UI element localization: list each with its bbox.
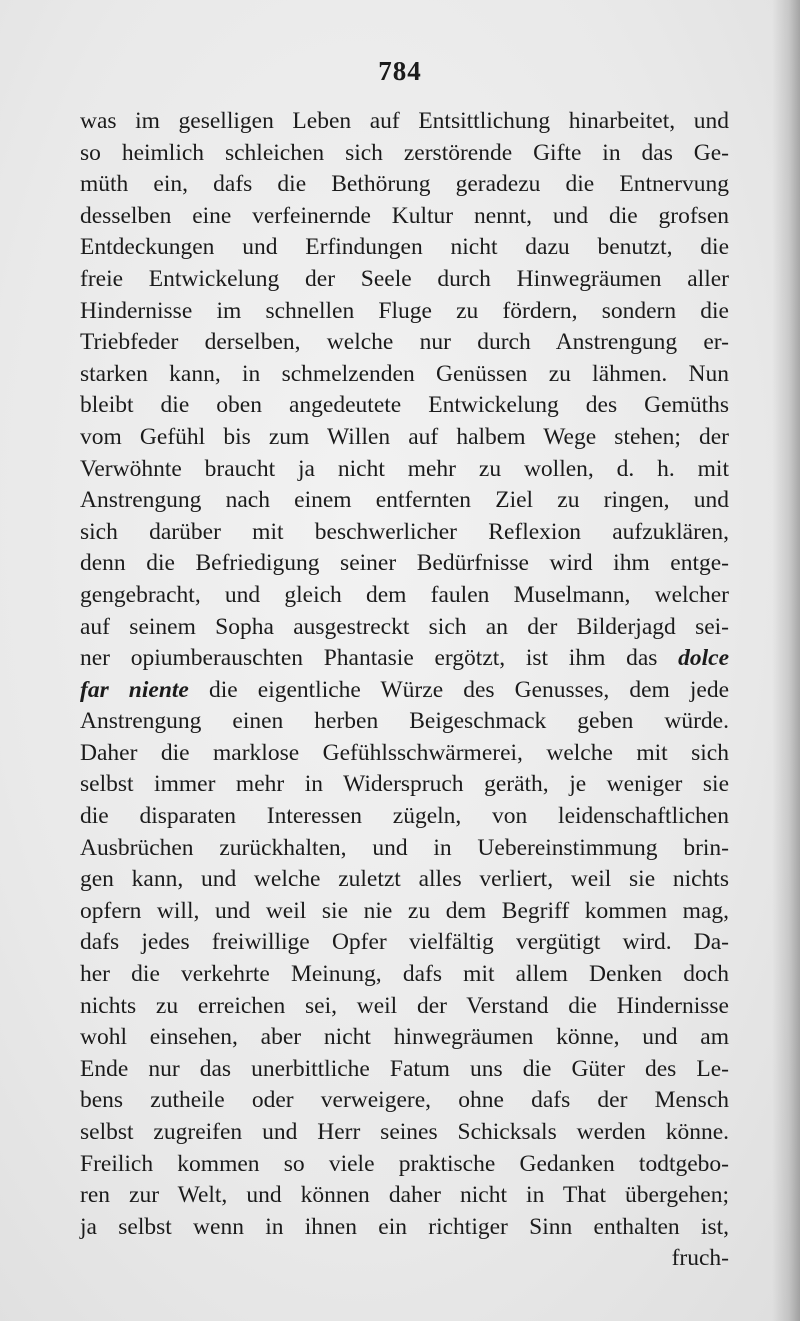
text-line: Ende nur das unerbittliche Fatum uns die Güter des Le- [80, 1055, 729, 1082]
text-line [80, 675, 729, 707]
italic-phrase: far niente [80, 676, 189, 703]
text-line-body: die eigentliche Würze des Genusses, dem jede [208, 676, 730, 703]
text-line: ren zur Welt, und können daher nicht in That übergehen; [80, 1182, 729, 1209]
page-number: 784 [378, 56, 422, 86]
text-line: Hindernisse im schnellen Fluge zu fördern, sondern die [80, 297, 729, 324]
text-line: bleibt die oben angedeutete Entwickelung des Gemüths [80, 392, 729, 419]
text-line: bens zutheile oder verweigere, ohne dafs der Mensch [80, 1087, 729, 1114]
text-line: so heimlich schleichen sich zerstörende Gifte in das Ge- [80, 139, 729, 166]
text-line: Anstrengung nach einem entfernten Ziel zu ringen, und [80, 487, 729, 514]
text-line: opfern will, und weil sie nie zu dem Begriff kommen mag, [80, 897, 729, 924]
text-line: ja selbst wenn in ihnen ein richtiger Sinn enthalten ist, [80, 1213, 729, 1240]
text-line: gengebracht, und gleich dem faulen Muselmann, welcher [80, 581, 729, 608]
text-line: denn die Befriedigung seiner Bedürfnisse wird ihm entge- [80, 550, 729, 577]
text-line: her die verkehrte Meinung, dafs mit allem Denken doch [80, 961, 729, 988]
text-line: freie Entwickelung der Seele durch Hinwegräumen aller [80, 265, 729, 292]
text-line: was im geselligen Leben auf Entsittlichung hinarbeitet, und [80, 108, 729, 134]
text-line: nichts zu erreichen sei, weil der Verstand die Hindernisse [80, 992, 729, 1019]
text-line: Anstrengung einen herben Beigeschmack geben würde. [80, 708, 729, 735]
text-line: gen kann, und welche zuletzt alles verliert, weil sie nichts [80, 866, 729, 893]
catchword: fruch- [671, 1245, 729, 1272]
text-line: Triebfeder derselben, welche nur durch Anstrengung er- [80, 329, 729, 356]
text-line: Freilich kommen so viele praktische Gedanken todtgebo- [80, 1150, 729, 1177]
text-line [80, 643, 729, 675]
binding-shadow [772, 0, 800, 1321]
body-text [80, 106, 729, 1275]
text-line: selbst zugreifen und Herr seines Schicksals werden könne. [80, 1119, 729, 1145]
text-line: selbst immer mehr in Widerspruch geräth, je weniger sie [80, 771, 729, 798]
text-line: auf seinem Sopha ausgestreckt sich an der Bilderjagd sei- [80, 613, 729, 640]
italic-phrase: dolce [678, 645, 730, 672]
text-line: vom Gefühl bis zum Willen auf halbem Wege stehen; der [80, 423, 729, 450]
text-line: Ausbrüchen zurückhalten, und in Uebereinstimmung brin- [80, 834, 729, 861]
text-line: sich darüber mit beschwerlicher Reflexion aufzuklären, [80, 518, 729, 545]
text-line: Daher die marklose Gefühlsschwärmerei, welche mit sich [80, 739, 729, 766]
text-line: müth ein, dafs die Bethörung geradezu die Entnervung [80, 171, 729, 198]
text-line-body: ner opiumberauschten Phantasie ergötzt, ist ihm das [80, 645, 658, 672]
text-line: Verwöhnte braucht ja nicht mehr zu wollen, d. h. mit [80, 455, 729, 482]
text-line: dafs jedes freiwillige Opfer vielfältig vergütigt wird. Da- [80, 929, 729, 956]
text-line: desselben eine verfeinernde Kultur nennt, und die grofsen [80, 202, 729, 229]
text-line: Entdeckungen und Erfindungen nicht dazu benutzt, die [80, 234, 729, 261]
text-line: die disparaten Interessen zügeln, von leidenschaftlichen [80, 803, 729, 830]
text-line: starken kann, in schmelzenden Genüssen zu lähmen. Nun [80, 360, 729, 387]
text-line: wohl einsehen, aber nicht hinwegräumen könne, und am [80, 1024, 729, 1051]
